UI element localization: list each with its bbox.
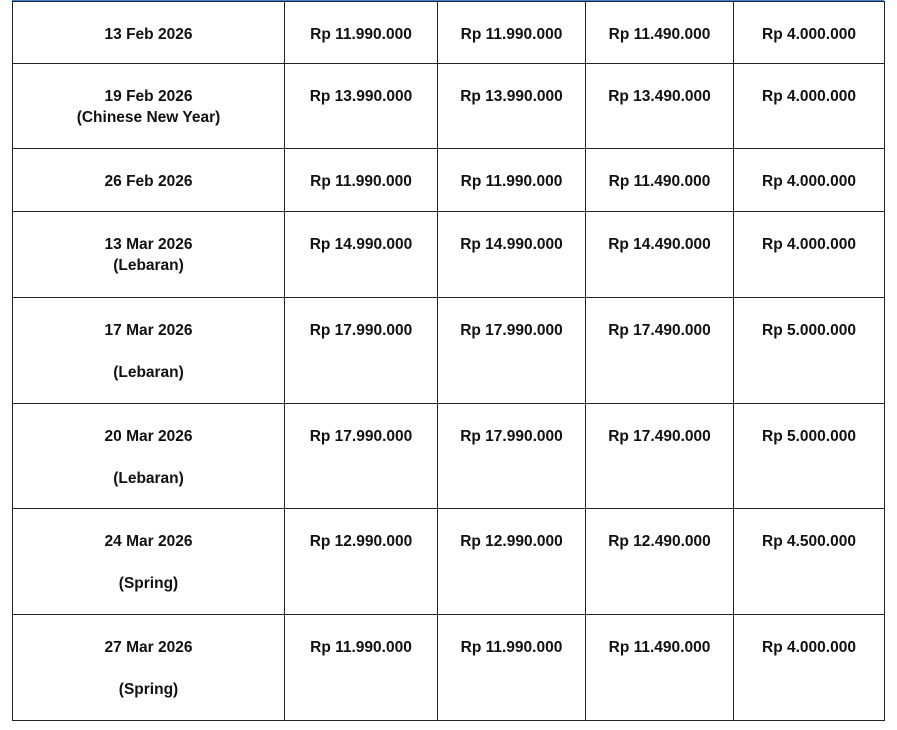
price-cell: Rp 11.990.000 — [438, 2, 586, 64]
holiday-note: (Spring) — [118, 575, 179, 592]
departure-date: 27 Mar 2026 — [104, 639, 193, 656]
departure-date: 13 Mar 2026 — [104, 236, 193, 253]
date-cell — [13, 298, 285, 404]
table-row — [13, 149, 885, 212]
price-cell: Rp 12.490.000 — [586, 509, 734, 615]
price-cell: Rp 5.000.000 — [734, 298, 885, 404]
price-cell: Rp 11.990.000 — [438, 149, 586, 212]
departure-date: 19 Feb 2026 — [104, 88, 193, 105]
price-cell: Rp 11.990.000 — [285, 149, 438, 212]
table-row — [13, 404, 885, 509]
price-cell: Rp 4.000.000 — [734, 64, 885, 149]
price-cell: Rp 17.990.000 — [438, 298, 586, 404]
price-cell: Rp 11.990.000 — [285, 2, 438, 64]
price-cell: Rp 11.490.000 — [586, 149, 734, 212]
price-cell: Rp 4.500.000 — [734, 509, 885, 615]
price-cell: Rp 13.990.000 — [285, 64, 438, 149]
departure-date: 20 Mar 2026 — [104, 428, 193, 445]
price-cell: Rp 17.990.000 — [285, 404, 438, 509]
departure-date: 17 Mar 2026 — [104, 322, 193, 339]
holiday-note: (Lebaran) — [113, 470, 184, 487]
date-cell — [13, 509, 285, 615]
price-cell: Rp 17.490.000 — [586, 298, 734, 404]
date-cell — [13, 64, 285, 149]
price-cell: Rp 4.000.000 — [734, 615, 885, 721]
table-row — [13, 64, 885, 149]
price-cell: Rp 13.990.000 — [438, 64, 586, 149]
price-cell: Rp 4.000.000 — [734, 149, 885, 212]
price-cell: Rp 11.990.000 — [285, 615, 438, 721]
price-cell: Rp 11.490.000 — [586, 615, 734, 721]
date-cell — [13, 212, 285, 298]
price-cell: Rp 4.000.000 — [734, 212, 885, 298]
price-cell: Rp 14.990.000 — [438, 212, 586, 298]
price-cell: Rp 14.990.000 — [285, 212, 438, 298]
holiday-note: (Lebaran) — [113, 364, 184, 381]
date-cell — [13, 2, 285, 64]
table-row — [13, 2, 885, 64]
holiday-note: (Chinese New Year) — [76, 109, 221, 126]
price-cell: Rp 4.000.000 — [734, 2, 885, 64]
price-cell: Rp 12.990.000 — [438, 509, 586, 615]
price-cell: Rp 11.990.000 — [438, 615, 586, 721]
holiday-note: (Lebaran) — [113, 257, 184, 274]
date-cell — [13, 404, 285, 509]
holiday-note: (Spring) — [118, 681, 179, 698]
price-cell: Rp 11.490.000 — [586, 2, 734, 64]
departure-date: 24 Mar 2026 — [104, 533, 193, 550]
price-cell: Rp 14.490.000 — [586, 212, 734, 298]
price-cell: Rp 17.990.000 — [438, 404, 586, 509]
price-cell: Rp 12.990.000 — [285, 509, 438, 615]
date-cell — [13, 615, 285, 721]
date-cell — [13, 149, 285, 212]
price-cell: Rp 13.490.000 — [586, 64, 734, 149]
table-row — [13, 509, 885, 615]
price-table — [12, 1, 885, 721]
departure-date: 13 Feb 2026 — [104, 26, 193, 43]
table-row — [13, 298, 885, 404]
table-row — [13, 212, 885, 298]
table-row — [13, 615, 885, 721]
departure-date: 26 Feb 2026 — [104, 173, 193, 190]
price-cell: Rp 5.000.000 — [734, 404, 885, 509]
price-cell: Rp 17.990.000 — [285, 298, 438, 404]
price-cell: Rp 17.490.000 — [586, 404, 734, 509]
